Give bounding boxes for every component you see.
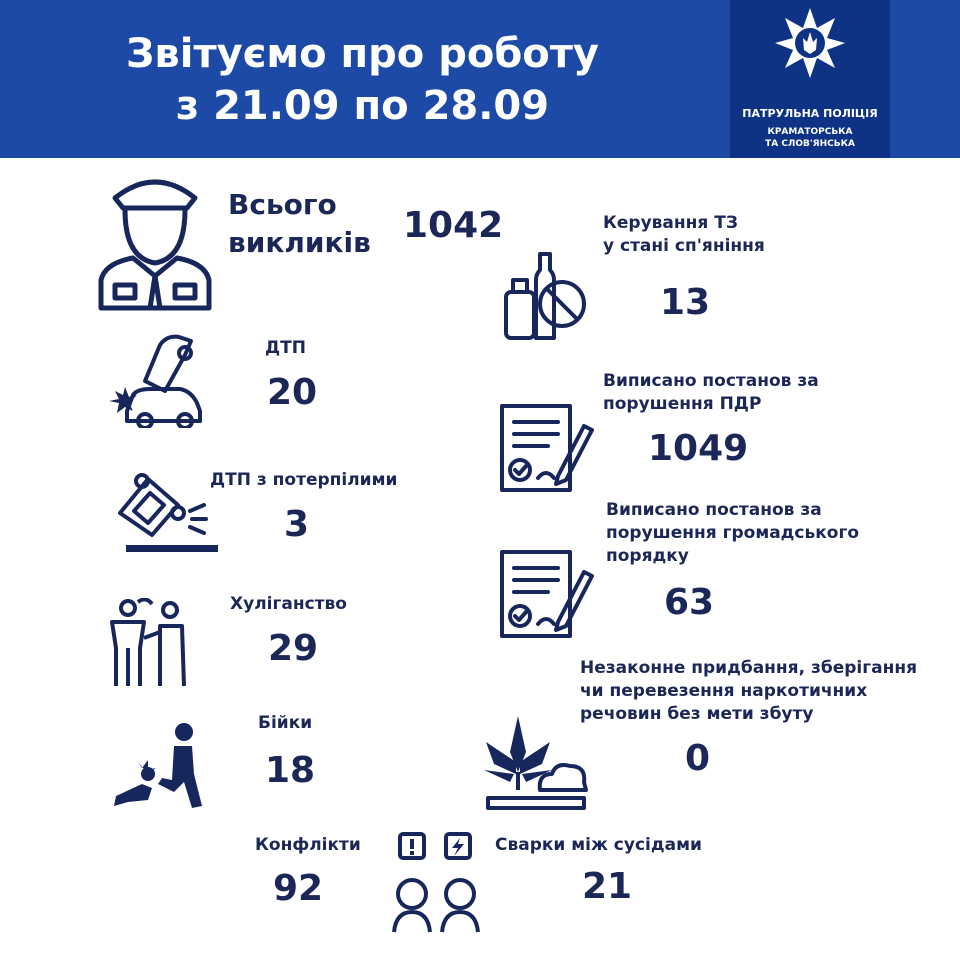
total-calls-label-line-2: викликів <box>228 226 371 259</box>
fights-label: Бійки <box>258 713 313 733</box>
drugs-label-line-3: речовин без мети збуту <box>580 704 814 724</box>
badge-city-line-2: ТА СЛОВ'ЯНСЬКА <box>765 139 855 149</box>
drunk-driving-value: 13 <box>660 282 711 323</box>
badge-title: ПАТРУЛЬНА ПОЛІЦІЯ <box>742 107 878 120</box>
hooliganism-label: Хуліганство <box>230 594 347 614</box>
document-signed-icon <box>498 548 594 640</box>
document-signed-icon <box>498 402 594 494</box>
hooliganism-value: 29 <box>268 628 319 669</box>
order-fines-label-line-2: порушення громадського <box>606 523 860 543</box>
cannabis-icon <box>482 712 592 816</box>
drunk-driving-label-line-2: у стані сп'яніння <box>603 236 765 256</box>
traffic-fines-label-line-1: Виписано постанов за <box>603 371 819 391</box>
drugs-value: 0 <box>685 738 711 779</box>
drugs-label-line-2: чи перевезення наркотичних <box>580 681 868 701</box>
conflicts-value: 92 <box>273 868 324 909</box>
order-fines-label <box>606 499 859 568</box>
car-crash-icon <box>105 333 205 428</box>
traffic-fines-label-line-2: порушення ПДР <box>603 394 762 414</box>
patrol-police-badge <box>730 0 890 158</box>
neighbor-quarrels-value: 21 <box>582 866 633 907</box>
badge-city-line-1: КРАМАТОРСЬКА <box>767 127 853 137</box>
fight-icon <box>108 722 208 812</box>
traffic-fines-label <box>603 370 819 416</box>
badge-city <box>730 126 890 150</box>
total-calls-label-line-1: Всього <box>228 188 337 221</box>
title-line-2: з 21.09 по 28.09 <box>175 83 550 129</box>
header-banner <box>0 0 960 158</box>
accidents-value: 20 <box>267 372 318 413</box>
conflicts-label: Конфлікти <box>255 835 361 855</box>
order-fines-value: 63 <box>664 582 715 623</box>
drugs-label <box>580 657 917 726</box>
accidents-label: ДТП <box>265 338 306 358</box>
traffic-fines-value: 1049 <box>648 428 749 469</box>
total-calls-label <box>228 186 371 262</box>
no-alcohol-icon <box>500 250 590 342</box>
overturned-car-icon <box>112 473 222 555</box>
hooligan-icon <box>108 598 190 688</box>
title-line-1: Звітуємо про роботу <box>126 31 599 77</box>
drunk-driving-label <box>603 212 765 258</box>
police-officer-icon <box>95 168 215 313</box>
drunk-driving-label-line-1: Керування ТЗ <box>603 213 738 233</box>
accidents-injured-value: 3 <box>284 504 310 545</box>
order-fines-label-line-1: Виписано постанов за <box>606 500 822 520</box>
fights-value: 18 <box>265 750 316 791</box>
drugs-label-line-1: Незаконне придбання, зберігання <box>580 658 917 678</box>
neighbor-quarrels-label: Сварки між сусідами <box>495 835 702 855</box>
order-fines-label-line-3: порядку <box>606 546 689 566</box>
page-title <box>0 28 725 132</box>
argue-icon <box>390 830 486 934</box>
accidents-injured-label: ДТП з потерпілими <box>210 470 398 490</box>
police-star-icon <box>775 8 845 103</box>
total-calls-value: 1042 <box>403 205 504 246</box>
